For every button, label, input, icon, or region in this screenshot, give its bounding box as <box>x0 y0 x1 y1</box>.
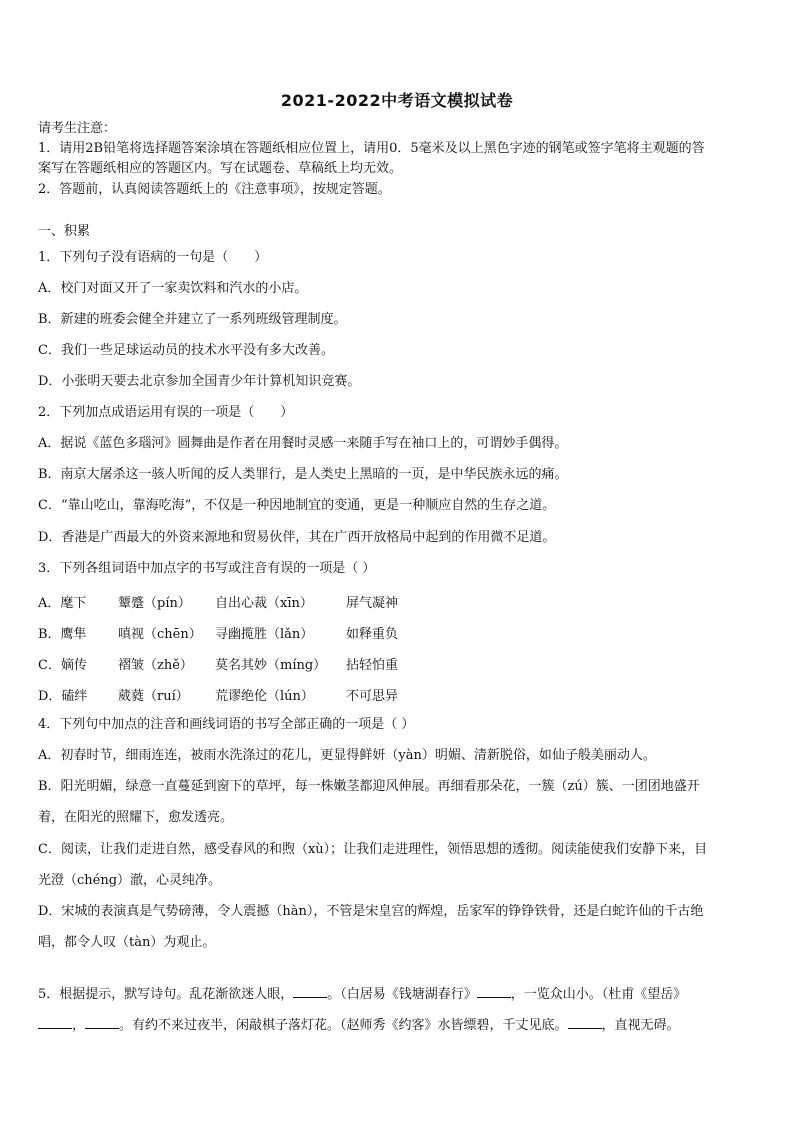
q4-option-d-line1: D．宋城的表演真是气势磅薄，令人震撼（hàn），不管是宋皇宫的辉煌，岳家军的铮铮铁骨，还是白蛇许仙的千古绝 <box>38 904 704 919</box>
q4-option-b-line2: 着，在阳光的照耀下，愈发透亮。 <box>38 810 234 825</box>
q3-c-word3: 莫名其妙（míng） <box>215 658 327 673</box>
q2-stem: 2．下列加点成语运用有误的一项是（ ） <box>38 405 294 420</box>
q1-option-c: C．我们一些足球运动员的技术水平没有多大改善。 <box>38 343 334 358</box>
q3-c-word2: 褶皱（zhě） <box>118 658 193 673</box>
q5-comma: ， <box>72 1018 86 1033</box>
notice-line-2: 2．答题前，认真阅读答题纸上的《注意事项》，按规定答题。 <box>38 182 391 197</box>
q5-line2 <box>38 1018 760 1034</box>
answer-blank[interactable] <box>293 997 327 998</box>
q3-b-word1: B．鹰隼 <box>38 627 87 642</box>
q5-line1 <box>38 987 760 1003</box>
q1-option-b: B．新建的班委会健全并建立了一系列班级管理制度。 <box>38 312 347 327</box>
q3-c-word4: 拈轻怕重 <box>346 658 399 673</box>
q3-d-word1: D．磕绊 <box>38 689 88 704</box>
q1-option-d: D．小张明天要去北京参加全国青少年计算机知识竞赛。 <box>38 374 361 389</box>
q5-ending: ，直视无碍。 <box>601 1018 680 1033</box>
notice-line-1b: 案写在答题纸相应的答题区内。写在试题卷、草稿纸上均无效。 <box>38 161 403 176</box>
q3-d-word2: 葳蕤（ruí） <box>118 689 189 704</box>
answer-blank[interactable] <box>477 997 511 998</box>
q3-b-word4: 如释重负 <box>346 627 399 642</box>
q3-c-word1: C．嫡传 <box>38 658 87 673</box>
q3-a-word4: 屏气凝神 <box>346 596 399 611</box>
page-title: 2021-2022中考语文模拟试卷 <box>280 91 514 110</box>
q5-source-2: ，一览众山小。（杜甫《望岳》 <box>510 987 687 1002</box>
q3-b-word3: 寻幽揽胜（lǎn） <box>215 627 314 642</box>
section-heading: 一、积累 <box>38 224 91 239</box>
notice-line-1a: 1．请用2B铅笔将选择题答案涂填在答题纸相应位置上，请用0．5毫米及以上黑色字迹的钢笔或签字笔将主观题的答 <box>38 141 705 156</box>
q5-prompt: 5．根据提示，默写诗句。乱花渐欲迷人眼， <box>38 987 294 1002</box>
q4-option-d-line2: 唱，都令人叹（tàn）为观止。 <box>38 935 216 950</box>
q4-stem: 4．下列句中加点的注音和画线词语的书写全部正确的一项是（ ） <box>38 717 415 732</box>
q3-a-word3: 自出心裁（xīn） <box>215 596 313 611</box>
q1-stem: 1．下列句子没有语病的一句是（ ） <box>38 250 268 265</box>
q4-option-c-line2: 光澄（chéng）澈，心灵纯净。 <box>38 873 222 888</box>
q3-a-word1: A．麾下 <box>38 596 87 611</box>
q2-option-a: A．据说《蓝色多瑙河》圆舞曲是作者在用餐时灵感一来随手写在袖口上的，可谓妙手偶得。 <box>38 436 568 451</box>
notice-heading: 请考生注意： <box>38 121 117 136</box>
q3-a-word2: 颦蹙（pín） <box>118 596 191 611</box>
q1-option-a: A．校门对面又开了一家卖饮料和汽水的小店。 <box>38 281 308 296</box>
q2-option-d: D．香港是广西最大的外资来源地和贸易伙伴，其在广西开放格局中起到的作用微不足道。 <box>38 530 556 545</box>
q2-option-b: B．南京大屠杀这一骇人听闻的反人类罪行，是人类史上黑暗的一页，是中华民族永远的痛。 <box>38 467 568 482</box>
q5-source-1: 。（白居易《钱塘湖春行》 <box>327 987 477 1002</box>
q3-d-word3: 荒谬绝伦（lún） <box>215 689 314 704</box>
q2-option-c: C．“靠山吃山，靠海吃海”，不仅是一种因地制宜的变通，更是一种顺应自然的生存之道。 <box>38 498 556 513</box>
q4-option-c-line1: C．阅读，让我们走进自然，感受春风的和煦（xù）；让我们走进理性，领悟思想的透彻。阅读能使我们安静下来，目 <box>38 842 708 857</box>
q3-b-word2: 嗔视（chēn） <box>118 627 202 642</box>
q4-option-a: A．初春时节，细雨连连，被雨水洗涤过的花儿，更显得鲜妍（yàn）明媚、清新脱俗，如仙子般美丽动人。 <box>38 748 656 763</box>
answer-blank[interactable] <box>38 1028 72 1029</box>
q4-option-b-line1: B．阳光明媚，绿意一直蔓延到窗下的草坪，每一株嫩茎都迎风伸展。再细看那朵花，一簇（zú）簇、一团团地盛开 <box>38 779 700 794</box>
answer-blank[interactable] <box>85 1028 119 1029</box>
q3-stem: 3．下列各组词语中加点字的书写或注音有误的一项是（ ） <box>38 561 376 576</box>
q3-d-word4: 不可思异 <box>346 689 399 704</box>
answer-blank[interactable] <box>568 1028 602 1029</box>
q5-source-3: 。有约不来过夜半，闲敲棋子落灯花。（赵师秀《约客》水皆缥碧，千丈见底。 <box>119 1018 568 1033</box>
